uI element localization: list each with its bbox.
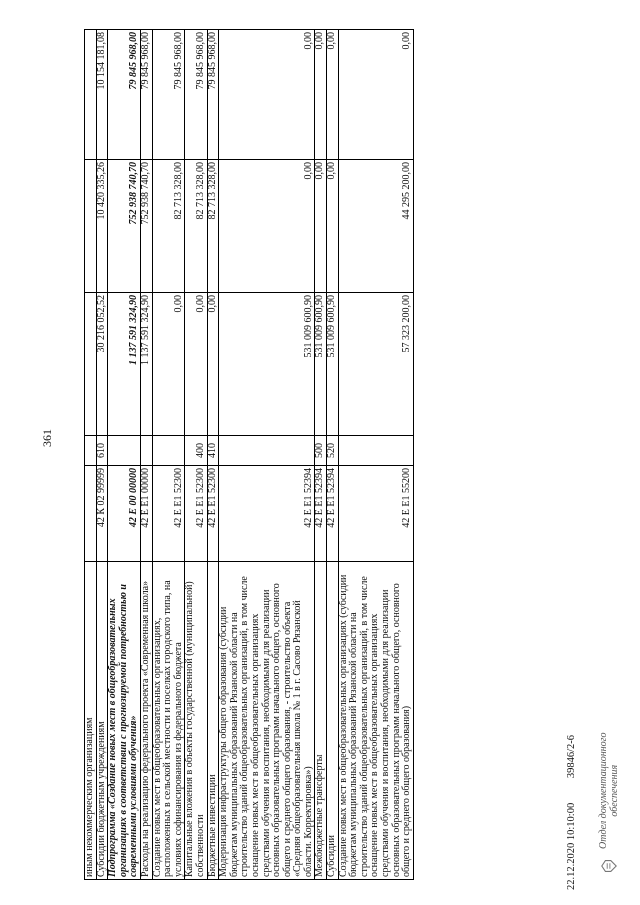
row-value-3: 79 845 968,00 — [185, 30, 207, 160]
row-kvr — [338, 436, 413, 466]
row-name: иным некоммерческим организациям — [85, 562, 97, 880]
row-value-1: 1 137 591 324,90 — [108, 293, 141, 436]
row-value-3: 0,00 — [338, 30, 413, 160]
row-value-2: 82 713 328,00 — [185, 160, 207, 293]
table-row — [185, 30, 207, 880]
row-name: Межбюджетные трансферты — [315, 562, 327, 880]
row-value-3: 79 845 968,00 — [207, 30, 219, 160]
footer-date: 22.12.2020 10:10:00 — [566, 802, 577, 890]
stamp-text — [598, 732, 620, 849]
row-value-3: 0,00 — [315, 30, 327, 160]
stamp-line-1: Отдел документационного — [598, 732, 609, 849]
row-name: Капитальные вложения в объекты государственной (муниципальной) собственности — [185, 562, 207, 880]
row-value-1: 1 137 591 324,90 — [140, 293, 152, 436]
row-kvr: 520 — [327, 436, 339, 466]
budget-table-container — [84, 30, 574, 880]
page-number: 361 — [40, 429, 54, 447]
row-code: 42 Е Е1 52300 — [152, 466, 185, 562]
row-value-2: 44 295 200,00 — [338, 160, 413, 293]
row-value-2: 752 938 740,70 — [140, 160, 152, 293]
row-code: 42 Е Е1 00000 — [140, 466, 152, 562]
row-kvr — [219, 436, 315, 466]
row-value-1: 531 009 600,90 — [327, 293, 339, 436]
row-value-2: 82 713 328,00 — [207, 160, 219, 293]
row-value-1 — [85, 293, 97, 436]
table-row — [96, 30, 108, 880]
department-stamp — [598, 545, 620, 875]
table-row — [315, 30, 327, 880]
row-value-2: 752 938 740,70 — [108, 160, 141, 293]
footer — [566, 550, 577, 890]
stamp-line-2: обеспечения — [609, 764, 620, 817]
table-row — [338, 30, 413, 880]
row-kvr — [85, 436, 97, 466]
row-kvr: 500 — [315, 436, 327, 466]
row-kvr: 400 — [185, 436, 207, 466]
row-value-3: 79 845 968,00 — [108, 30, 141, 160]
row-value-3: 10 154 181,08 — [96, 30, 108, 160]
row-value-1: 57 323 200,00 — [338, 293, 413, 436]
row-value-3 — [85, 30, 97, 160]
row-value-2: 82 713 328,00 — [152, 160, 185, 293]
row-value-1: 0,00 — [152, 293, 185, 436]
row-kvr — [152, 436, 185, 466]
row-value-2 — [85, 160, 97, 293]
row-code: 42 Е Е1 52394 — [327, 466, 339, 562]
table-row — [207, 30, 219, 880]
row-name: Создание новых мест в общеобразовательных организациях, расположенных в сельской местности и поселках городского типа, на условиях софинансирования из федерального бюджета — [152, 562, 185, 880]
table-row — [152, 30, 185, 880]
row-code: 42 Е Е1 52394 — [315, 466, 327, 562]
table-row — [85, 30, 97, 880]
row-value-3: 0,00 — [327, 30, 339, 160]
row-value-3: 79 845 968,00 — [140, 30, 152, 160]
row-name: Модернизация инфраструктуры общего образования (субсидии бюджетам муниципальных образований Рязанской области на строительство зданий общеобразовательных организаций, в том числе оснащение новых мест в общеобразовательных организациях средствами обучения и воспитания, необходимыми для реализации основных образовательных программ начального общего, основного общего и среднего общего образования, - строительство объекта «Средняя общеобразовательная школа № 1 в г. Сасово Рязанской области. Корректировка») — [219, 562, 315, 880]
row-value-1: 531 009 600,90 — [219, 293, 315, 436]
emblem-icon — [600, 857, 618, 875]
row-value-2: 10 420 335,26 — [96, 160, 108, 293]
row-value-1: 531 009 600,90 — [315, 293, 327, 436]
row-name: Создание новых мест в общеобразовательных организациях (субсидии бюджетам муниципальных образований Рязанской области на строительство зданий общеобразовательных организаций, в том числе оснащение новых мест в общеобразовательных организациях средствами обучения и воспитания, необходимыми для реализации основных образовательных программ начального общего, основного общего и среднего общего образования) — [338, 562, 413, 880]
row-code: 42 Е Е1 52394 — [219, 466, 315, 562]
footer-doc-id: 39846/2-6 — [566, 734, 577, 779]
row-value-2: 0,00 — [315, 160, 327, 293]
row-name: Подпрограмма «Создание новых мест в общеобразовательных организациях в соответствии с прогнозируемой потребностью и современными условиями обучения» — [108, 562, 141, 880]
row-kvr: 410 — [207, 436, 219, 466]
row-value-3: 79 845 968,00 — [152, 30, 185, 160]
row-code: 42 Е Е1 52300 — [207, 466, 219, 562]
row-code: 42 Е Е1 52300 — [185, 466, 207, 562]
row-code: 42 К 02 99999 — [96, 466, 108, 562]
row-value-3: 0,00 — [219, 30, 315, 160]
row-code: 42 Е 00 00000 — [108, 466, 141, 562]
table-row — [140, 30, 152, 880]
budget-table — [84, 29, 414, 880]
row-kvr — [140, 436, 152, 466]
table-row — [219, 30, 315, 880]
row-code: 42 Е Е1 55200 — [338, 466, 413, 562]
table-row-subprogram — [108, 30, 141, 880]
row-value-2: 0,00 — [219, 160, 315, 293]
row-value-1: 0,00 — [207, 293, 219, 436]
row-name: Расходы на реализацию федерального проекта «Современная школа» — [140, 562, 152, 880]
row-kvr: 610 — [96, 436, 108, 466]
row-name: Субсидии бюджетным учреждениям — [96, 562, 108, 880]
table-row — [327, 30, 339, 880]
row-kvr — [108, 436, 141, 466]
row-name: Субсидии — [327, 562, 339, 880]
row-value-1: 0,00 — [185, 293, 207, 436]
row-value-2: 0,00 — [327, 160, 339, 293]
row-value-1: 30 216 052,52 — [96, 293, 108, 436]
row-name: Бюджетные инвестиции — [207, 562, 219, 880]
row-code — [85, 466, 97, 562]
